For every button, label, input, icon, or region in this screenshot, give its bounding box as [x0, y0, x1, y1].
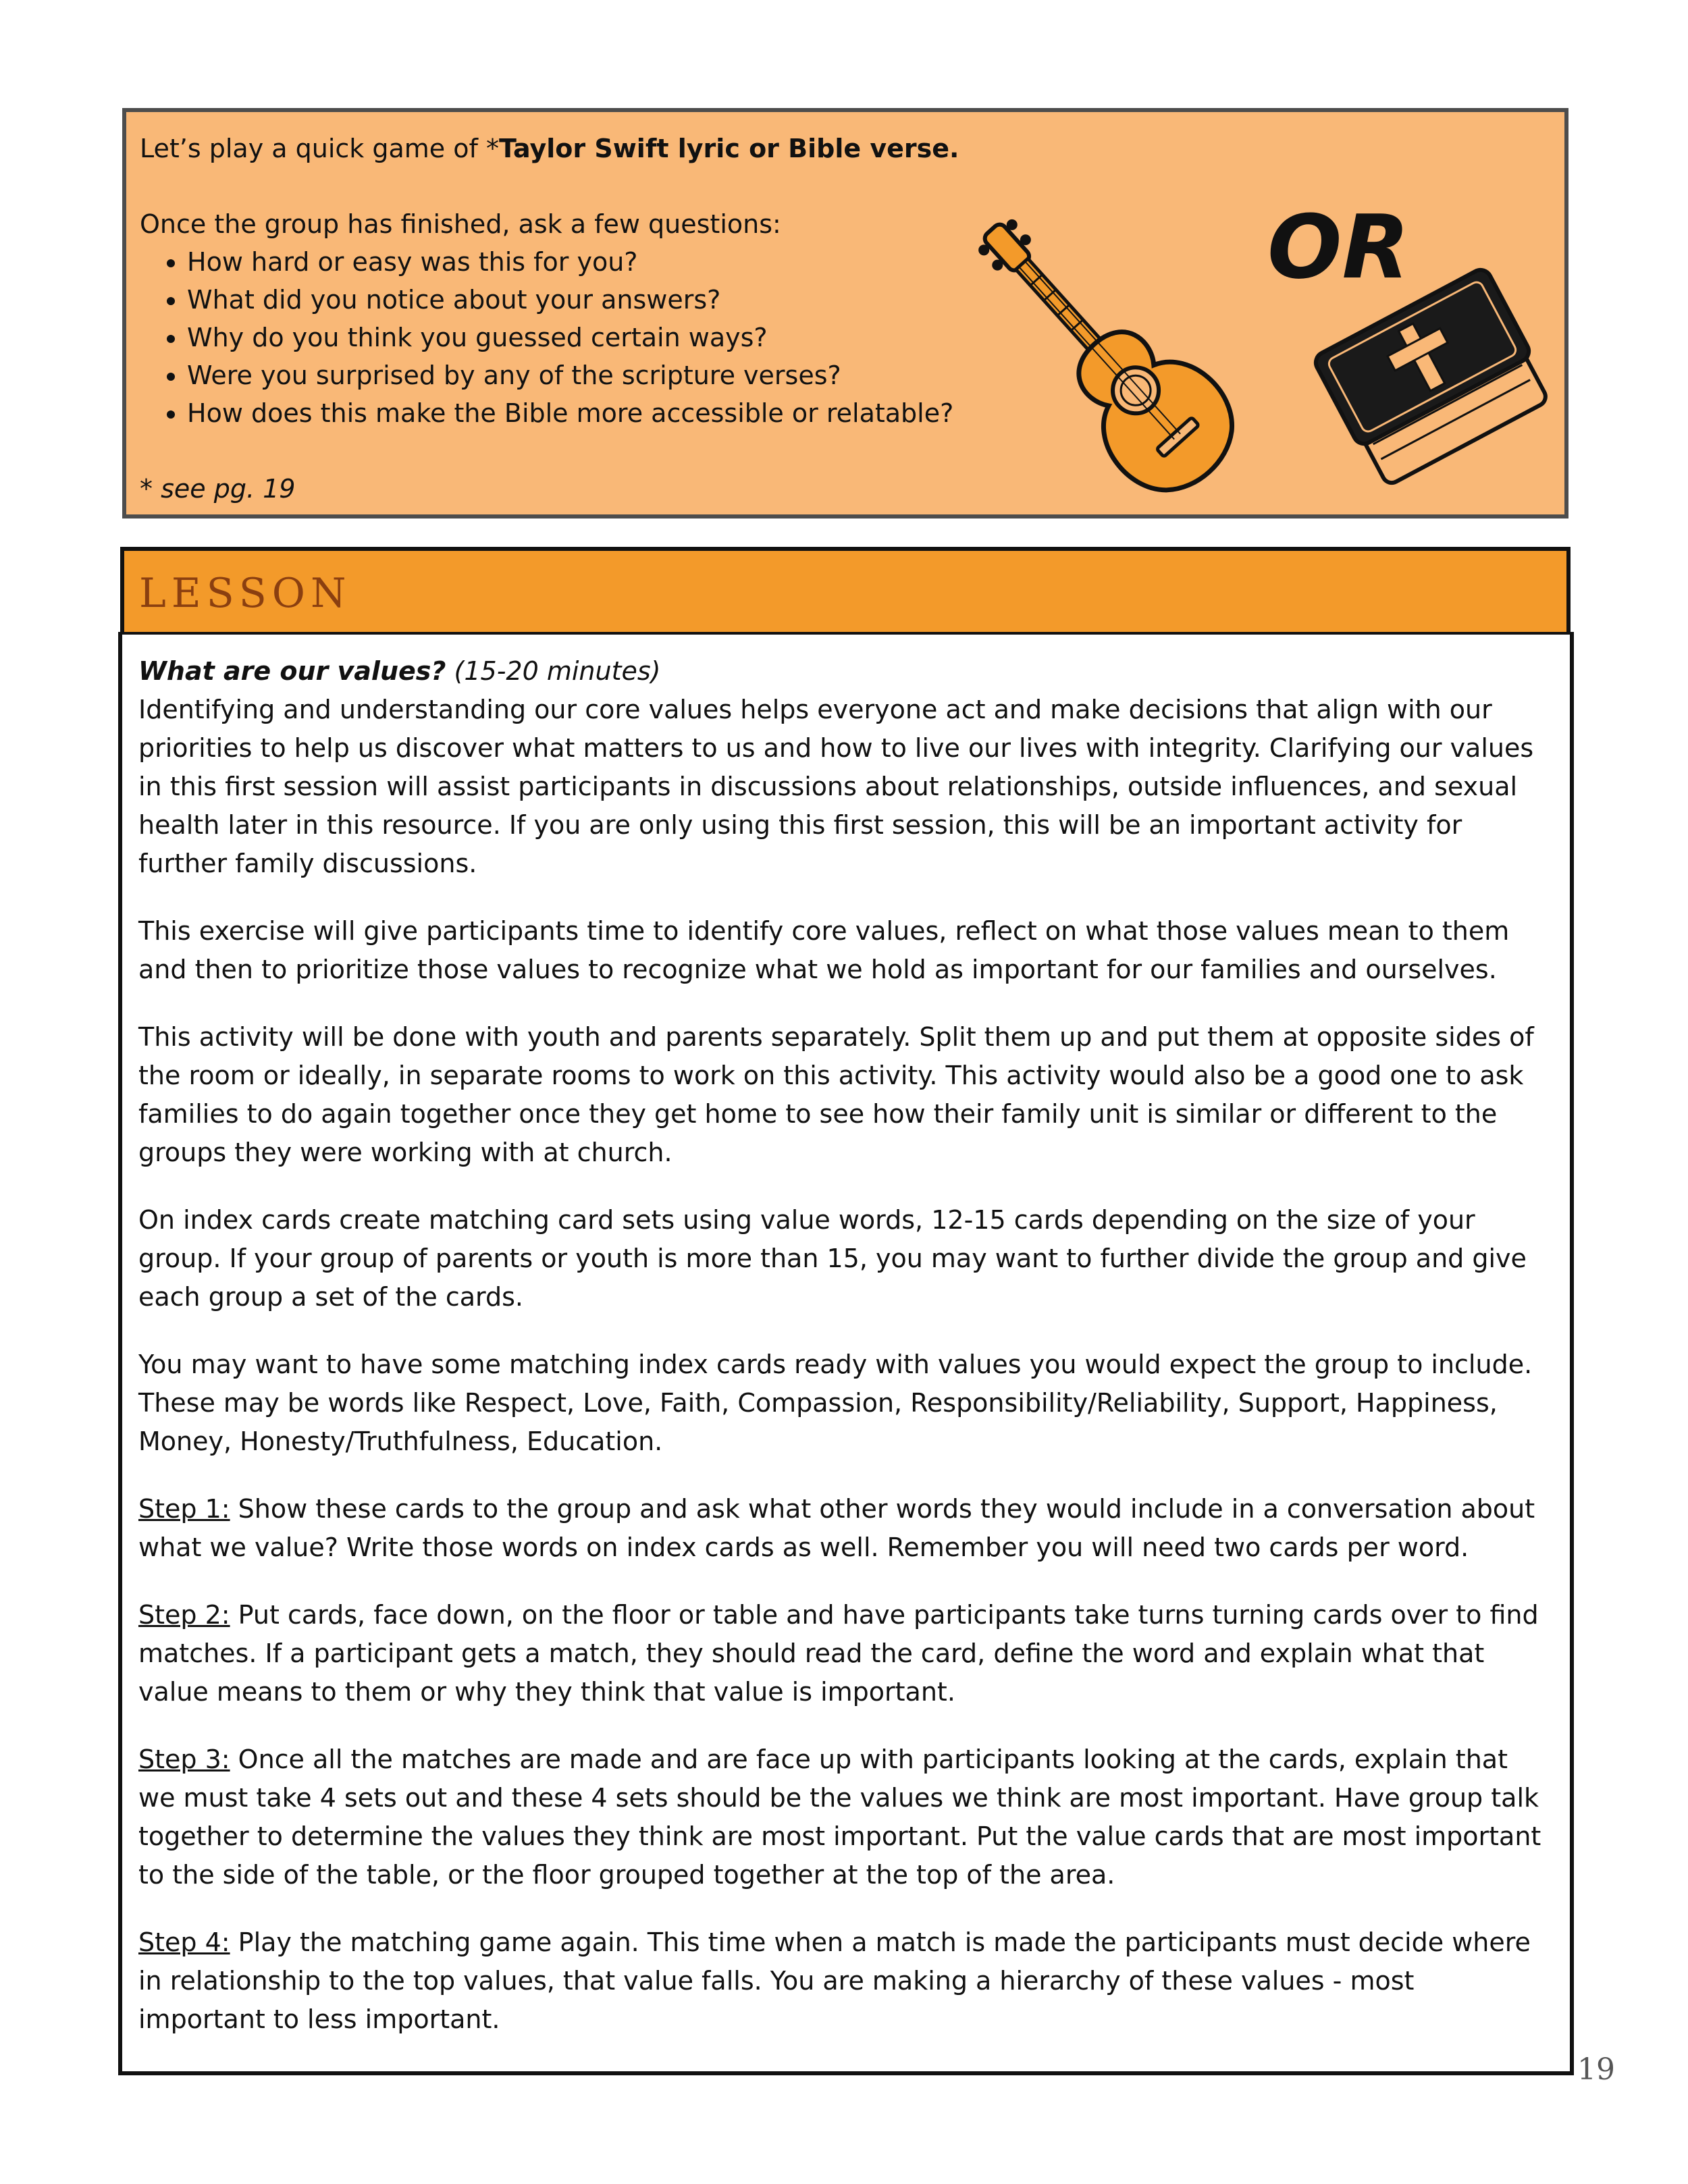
paragraph: On index cards create matching card sets using value words, 12-15 cards depending on the size of your group. If your group of parents or youth is more than 15, you may want to further divide the group and give each group a set of the cards. — [138, 1205, 1527, 1312]
step-label: Step 3: — [138, 1744, 230, 1774]
activity-intro — [140, 130, 1018, 167]
game-title: Taylor Swift lyric or Bible verse. — [498, 134, 959, 163]
step-paragraph — [138, 1596, 1543, 1711]
question-list — [140, 243, 1018, 432]
lesson-subhead — [138, 652, 1543, 691]
lesson-title: LESSON — [139, 570, 352, 617]
step-text: Put cards, face down, on the floor or table and have participants take turns turning cards over to find matches. If a participant gets a match, they should read the card, define the word and explain what that value means to them or why they think that value is important. — [138, 1600, 1539, 1707]
subhead-title: What are our values? — [138, 656, 446, 686]
step-text: Once all the matches are made and are face up with participants looking at the cards, explain that we must take 4 sets out and these 4 sets should be the values we think are most important. Have group talk together to determine the values they think are most important. Put the value cards that are most important to the side of the table, or the floor grouped together at the top of the area. — [138, 1744, 1541, 1890]
activity-text — [140, 130, 1018, 508]
page-number: 19 — [1577, 2052, 1615, 2087]
step-label: Step 2: — [138, 1600, 230, 1630]
bible-icon — [1312, 266, 1548, 489]
lesson-content — [138, 652, 1543, 2068]
paragraph: Identifying and understanding our core values helps everyone act and make decisions that align with our priorities to help us discover what matters to us and how to live our lives with integrity. Clarifying our values in this first session will assist participants in discussions about relationships, outside influences, and sexual health later in this resource. If you are only using this first session, this will be an important activity for further family discussions. — [138, 695, 1534, 878]
activity-box — [122, 108, 1568, 518]
step-text: Show these cards to the group and ask what other words they would include in a conversation about what we value? Write those words on index cards as well. Remember you will need two cards per word. — [138, 1494, 1535, 1562]
paragraph: This exercise will give participants time to identify core values, reflect on what those values mean to them and then to prioritize those values to recognize what we hold as important for our families and ourselves. — [138, 916, 1510, 984]
lesson-body — [118, 632, 1574, 2075]
step-label: Step 1: — [138, 1494, 230, 1524]
paragraph: You may want to have some matching index cards ready with values you would expect the group to include. — [138, 1350, 1533, 1379]
paragraph: These may be words like Respect, Love, Faith, Compassion, Responsibility/Reliability, Support, Happiness, Money, Honesty/Truthfulness, Education. — [138, 1388, 1498, 1456]
intro-text: Let’s play a quick game of * — [140, 134, 499, 163]
question-item: • Were you surprised by any of the scripture verses? — [187, 356, 1018, 394]
question-item: • How does this make the Bible more accessible or relatable? — [187, 394, 1018, 432]
questions-intro: Once the group has finished, ask a few questions: — [140, 209, 781, 239]
question-item: • Why do you think you guessed certain ways? — [187, 319, 1018, 356]
question-item: • What did you notice about your answers? — [187, 281, 1018, 319]
guitar-icon — [960, 188, 1256, 514]
step-paragraph — [138, 1490, 1543, 1567]
subhead-duration: (15-20 minutes) — [446, 656, 661, 686]
or-word: OR — [1267, 196, 1410, 298]
footnote: * see pg. 19 — [140, 474, 296, 504]
step-label: Step 4: — [138, 1927, 230, 1957]
lesson-header — [120, 547, 1571, 636]
step-text: Play the matching game again. This time when a match is made the participants must decide where in relationship to the top values, that value falls. You are making a hierarchy of these values - most important to less important. — [138, 1927, 1531, 2034]
guitar-or-bible-illustration — [960, 153, 1548, 531]
paragraph: This activity will be done with youth and parents separately. Split them up and put them at opposite sides of the room or ideally, in separate rooms to work on this activity. This activity would also be a good one to ask families to do again together once they get home to see how their family unit is similar or different to the groups they were working with at church. — [138, 1022, 1534, 1167]
step-paragraph — [138, 1740, 1543, 1894]
step-paragraph — [138, 1923, 1543, 2039]
question-item: • How hard or easy was this for you? — [187, 243, 1018, 281]
